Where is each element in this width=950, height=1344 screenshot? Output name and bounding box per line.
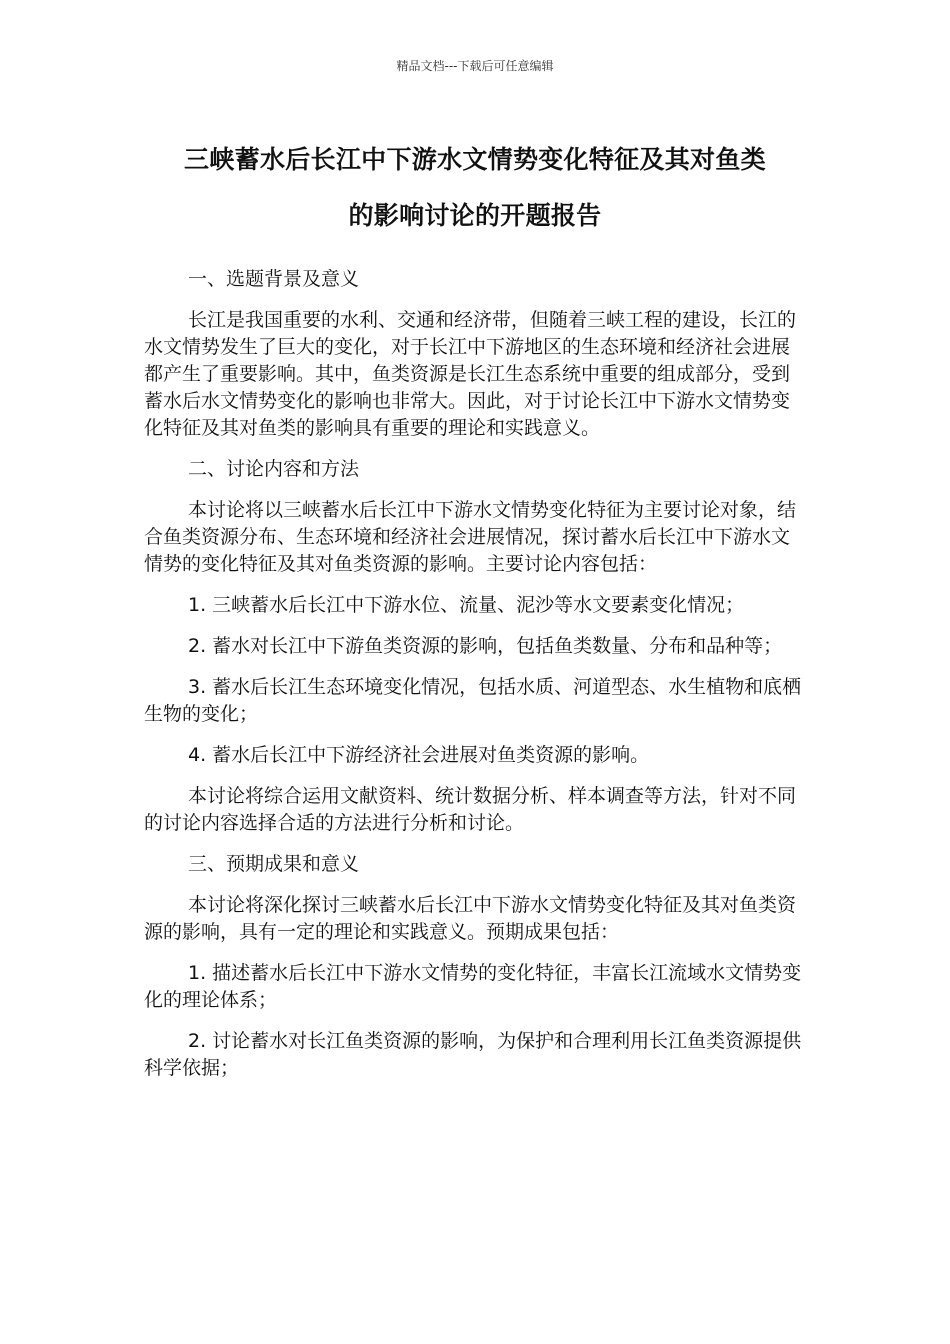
paragraph-content-intro: 本讨论将以三峡蓄水后长江中下游水文情势变化特征为主要讨论对象，结合鱼类资源分布、生态环境和经济社会进展情况，探讨蓄水后长江中下游水文情势的变化特征及其对鱼类资源的影响。主要讨论内容包括： <box>144 499 797 575</box>
paragraph-background: 长江是我国重要的水利、交通和经济带，但随着三峡工程的建设，长江的水文情势发生了巨大的变化，对于长江中下游地区的生态环境和经济社会进展都产生了重要影响。其中，鱼类资源是长江生态系统中重要的组成部分，受到蓄水后水文情势变化的影响也非常大。因此，对于讨论长江中下游水文情势变化特征及其对鱼类的影响具有重要的理论和实践意义。 <box>144 309 797 439</box>
list-item-content-4: 4. 蓄水后长江中下游经济社会进展对鱼类资源的影响。 <box>188 744 650 766</box>
paragraph-methods: 本讨论将综合运用文献资料、统计数据分析、样本调查等方法，针对不同的讨论内容选择合适的方法进行分析和讨论。 <box>144 785 797 834</box>
title-line-1: 三峡蓄水后长江中下游水文情势变化特征及其对鱼类 <box>184 145 766 174</box>
document-title <box>140 132 810 244</box>
list-item-content-1: 1. 三峡蓄水后长江中下游水位、流量、泥沙等水文要素变化情况； <box>188 594 745 616</box>
section-heading-content-methods: 二、讨论内容和方法 <box>188 458 360 480</box>
document-body <box>144 266 804 1096</box>
list-item-content-3: 3. 蓄水后长江生态环境变化情况，包括水质、河道型态、水生植物和底栖生物的变化； <box>144 676 802 725</box>
list-item-result-1: 1. 描述蓄水后长江中下游水文情势的变化特征，丰富长江流域水文情势变化的理论体系； <box>144 962 802 1011</box>
title-line-2: 的影响讨论的开题报告 <box>348 201 602 230</box>
paragraph-expected-intro: 本讨论将深化探讨三峡蓄水后长江中下游水文情势变化特征及其对鱼类资源的影响，具有一定的理论和实践意义。预期成果包括： <box>144 894 797 943</box>
header-note: 精品文档---下载后可任意编辑 <box>396 59 554 73</box>
list-item-result-2: 2. 讨论蓄水对长江鱼类资源的影响，为保护和合理利用长江鱼类资源提供科学依据； <box>144 1030 802 1079</box>
section-heading-expected-results: 三、预期成果和意义 <box>188 853 360 875</box>
section-heading-background: 一、选题背景及意义 <box>188 268 360 290</box>
list-item-content-2: 2. 蓄水对长江中下游鱼类资源的影响，包括鱼类数量、分布和品种等； <box>188 635 783 657</box>
